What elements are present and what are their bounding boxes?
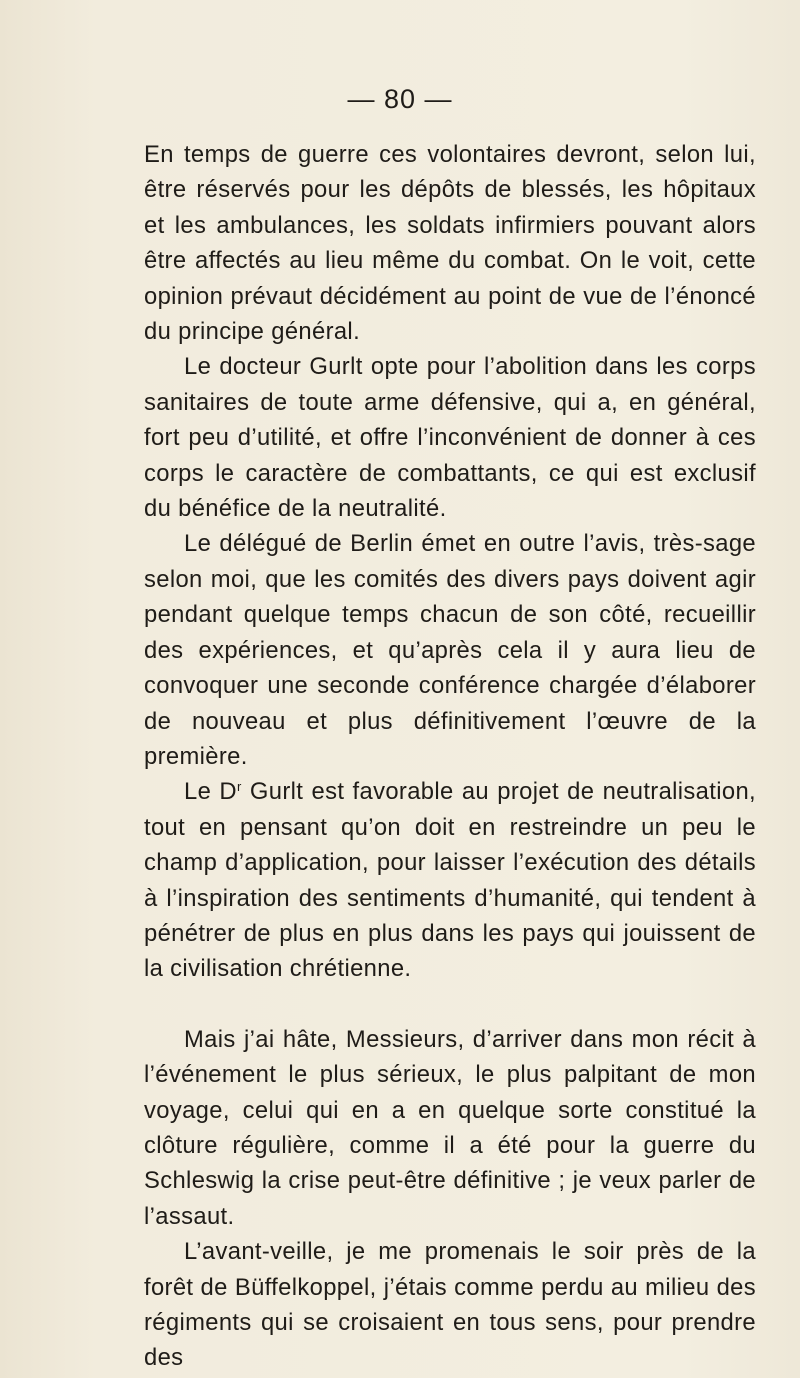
paragraph-gurlt-arms: Le docteur Gurlt opte pour l’abolition dans les corps sanitaires de toute arme défensive, qui a, en général, fort peu d’utilité, et offre l’inconvénient de donner à ces corps le caractère de combattants, ce qui est exclusif du bénéfice de la neutralité.	[144, 353, 756, 523]
doctor-abbrev: Le D	[184, 778, 237, 806]
paragraph-neutralisation-text: Gurlt est favorable au projet de neutralisation, tout en pensant qu’on doit en restreindre un peu le champ d’application, pour laisser l’exécution des détails à l’inspiration des sentiments d’humanité, qui tendent à pénétrer de plus en plus dans les pays qui jouissent de la civilisation chrétienne.	[144, 778, 756, 983]
paragraph-volunteers: En temps de guerre ces volontaires devront, selon lui, être réservés pour les dépôts de blessés, les hôpitaux et les ambulances, les soldats infirmiers pouvant alors être affectés au lieu même du combat. On le voit, cette opinion prévaut décidément au point de vue de l’énoncé du principe général.	[144, 141, 756, 346]
paragraph-berlin-delegate: Le délégué de Berlin émet en outre l’avis, très-sage selon moi, que les comités des divers pays doivent agir pendant quelque temps chacun de son côté, recueillir des expériences, et qu’après cela il y aura lieu de convoquer une seconde conférence chargée d’élaborer de nouveau et plus définitivement l’œuvre de la première.	[144, 530, 756, 770]
paragraph-neutralisation	[144, 774, 756, 986]
page-number: — 80 —	[347, 84, 453, 114]
paragraph-buffelkoppel: L’avant-veille, je me promenais le soir près de la forêt de Büffelkoppel, j’étais comme perdu au milieu des régiments qui se croisaient en tous sens, pour prendre des	[144, 1238, 756, 1372]
doctor-abbrev-sup: r	[236, 779, 242, 795]
body-text	[144, 137, 756, 1376]
paragraph-assault: Mais j’ai hâte, Messieurs, d’arriver dans mon récit à l’événement le plus sérieux, le plus palpitant de mon voyage, celui qui en a en quelque sorte constitué la clôture régulière, comme il a été pour la guerre du Schleswig la crise peut-être définitive ; je veux parler de l’assaut.	[144, 1025, 756, 1230]
